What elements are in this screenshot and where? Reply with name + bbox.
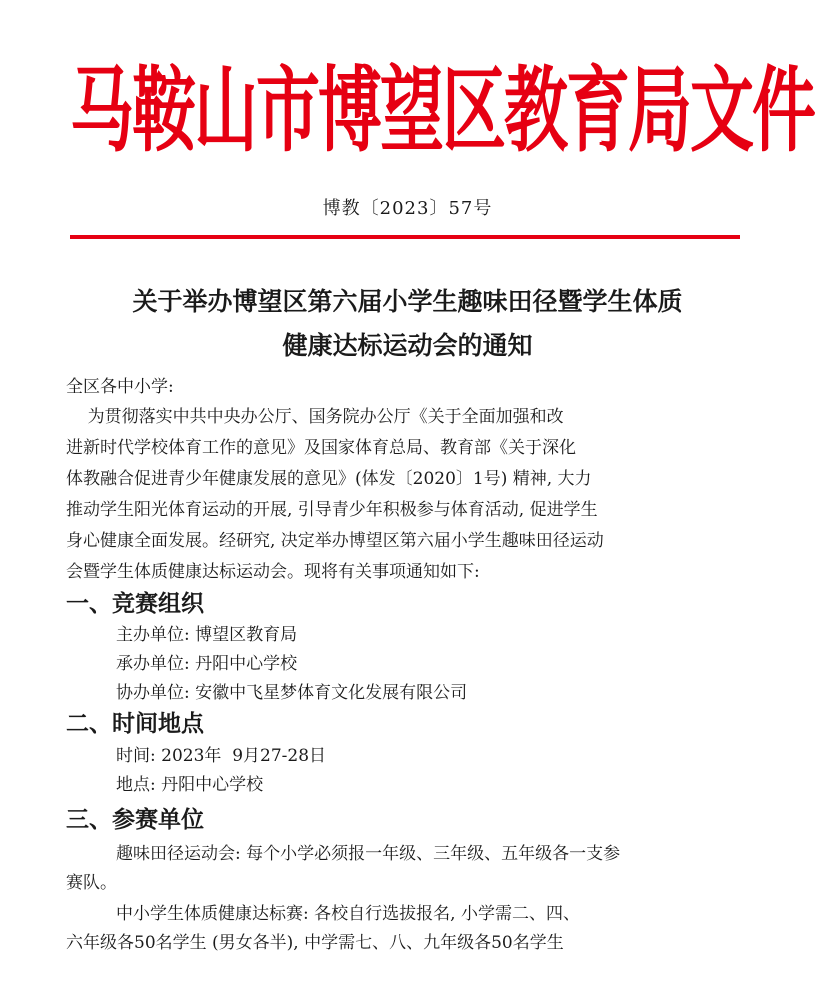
notice-title-line-1: 关于举办博望区第六届小学生趣味田径暨学生体质 — [132, 287, 683, 316]
participants-line-continued: 赛队。 — [66, 873, 117, 893]
notice-title-line-2: 健康达标运动会的通知 — [282, 331, 533, 360]
intro-line: 会暨学生体质健康达标运动会。现将有关事项通知如下: — [66, 562, 480, 582]
time-line: 时间: 2023年 9月27-28日 — [116, 746, 327, 766]
place-line: 地点: 丹阳中心学校 — [116, 775, 264, 795]
issuing-authority-title: 马鞍山市博望区教育局文件 — [70, 58, 814, 166]
section-heading-organization: 一、竞赛组织 — [66, 591, 204, 617]
intro-line: 进新时代学校体育工作的意见》及国家体育总局、教育部《关于深化 — [66, 438, 576, 458]
fitness-test-line-continued: 六年级各50名学生 (男女各半), 中学需七、八、九年级各50名学生 — [66, 933, 564, 953]
co-organizer-line: 协办单位: 安徽中飞星梦体育文化发展有限公司 — [116, 683, 468, 703]
intro-line: 体教融合促进青少年健康发展的意见》(体发〔2020〕1号) 精神, 大力 — [66, 469, 592, 489]
section-heading-participants: 三、参赛单位 — [66, 807, 204, 833]
intro-line: 推动学生阳光体育运动的开展, 引导青少年积极参与体育活动, 促进学生 — [66, 500, 598, 520]
intro-line: 身心健康全面发展。经研究, 决定举办博望区第六届小学生趣味田径运动 — [66, 531, 604, 551]
host-line: 承办单位: 丹阳中心学校 — [116, 654, 298, 674]
red-divider-line — [70, 235, 740, 239]
document-number: 博教〔2023〕57号 — [322, 198, 493, 219]
fitness-test-line: 中小学生体质健康达标赛: 各校自行选拔报名, 小学需二、四、 — [116, 904, 580, 924]
intro-paragraph — [66, 402, 756, 588]
organizer-line: 主办单位: 博望区教育局 — [116, 625, 298, 645]
notice-title — [40, 280, 775, 368]
participants-line: 趣味田径运动会: 每个小学必须报一年级、三年级、五年级各一支参 — [116, 844, 621, 864]
intro-line: 为贯彻落实中共中央办公厅、国务院办公厅《关于全面加强和改 — [66, 407, 564, 427]
section-heading-time-place: 二、时间地点 — [66, 711, 204, 737]
salutation: 全区各中小学: — [66, 377, 174, 397]
